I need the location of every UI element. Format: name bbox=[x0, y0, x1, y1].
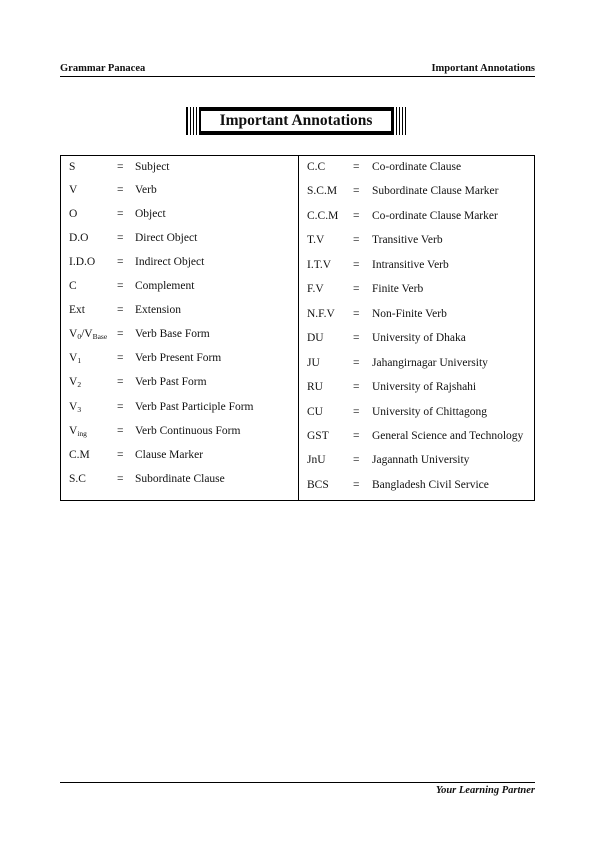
abbreviation-text: I.D.O bbox=[69, 256, 96, 268]
abbreviation-text: BCS bbox=[307, 479, 329, 491]
abbreviation-text: C bbox=[69, 280, 77, 292]
column-divider bbox=[298, 156, 299, 500]
annotation-abbreviation bbox=[69, 276, 77, 296]
annotation-abbreviation bbox=[307, 475, 329, 495]
section-title: Important Annotations bbox=[431, 63, 535, 74]
abbreviation-text: /V bbox=[81, 328, 93, 340]
annotation-abbreviation bbox=[69, 469, 86, 489]
page-header bbox=[60, 63, 535, 77]
equals-sign: = bbox=[353, 479, 360, 491]
footer-rule bbox=[60, 782, 535, 783]
abbreviation-text: V bbox=[69, 352, 78, 364]
equals-sign: = bbox=[117, 328, 124, 340]
equals-sign: = bbox=[353, 430, 360, 442]
abbreviation-text: CU bbox=[307, 406, 323, 418]
abbreviation-text: C.C bbox=[307, 161, 326, 173]
annotation-abbreviation bbox=[307, 402, 323, 422]
equals-sign: = bbox=[117, 304, 124, 316]
annotation-meaning: Subject bbox=[135, 161, 170, 173]
equals-sign: = bbox=[117, 208, 124, 220]
annotation-meaning: Verb Past Participle Form bbox=[135, 401, 254, 413]
equals-sign: = bbox=[353, 210, 360, 222]
abbreviation-text: RU bbox=[307, 381, 323, 393]
annotation-abbreviation bbox=[69, 204, 77, 224]
annotation-meaning: Object bbox=[135, 208, 166, 220]
annotation-abbreviation bbox=[307, 181, 337, 201]
book-title: Grammar Panacea bbox=[60, 63, 146, 74]
annotation-abbreviation bbox=[69, 157, 75, 177]
equals-sign: = bbox=[353, 454, 360, 466]
annotation-abbreviation bbox=[307, 353, 320, 373]
annotation-abbreviation bbox=[307, 279, 324, 299]
banner-left-edge bbox=[187, 107, 199, 135]
equals-sign: = bbox=[353, 381, 360, 393]
annotation-meaning: Transitive Verb bbox=[372, 234, 443, 246]
equals-sign: = bbox=[353, 185, 360, 197]
annotation-meaning: Bangladesh Civil Service bbox=[372, 479, 489, 491]
equals-sign: = bbox=[117, 401, 124, 413]
annotation-meaning: Clause Marker bbox=[135, 449, 204, 461]
annotation-abbreviation bbox=[69, 445, 90, 465]
abbreviation-subscript: ing bbox=[77, 429, 87, 438]
annotation-meaning: Direct Object bbox=[135, 232, 198, 244]
annotation-meaning: Co-ordinate Clause bbox=[372, 161, 462, 173]
abbreviation-text: V bbox=[69, 425, 78, 437]
abbreviation-subscript: 3 bbox=[77, 405, 82, 414]
annotation-abbreviation bbox=[307, 450, 326, 470]
annotations-table bbox=[60, 155, 535, 501]
equals-sign: = bbox=[353, 332, 360, 344]
header-rule bbox=[60, 76, 535, 77]
abbreviation-text: N.F.V bbox=[307, 308, 335, 320]
annotation-abbreviation bbox=[307, 255, 331, 275]
annotation-meaning: University of Chittagong bbox=[372, 406, 487, 418]
equals-sign: = bbox=[353, 283, 360, 295]
abbreviation-text: JU bbox=[307, 357, 320, 369]
annotation-meaning: University of Rajshahi bbox=[372, 381, 477, 393]
abbreviation-text: C.M bbox=[69, 449, 90, 461]
annotation-meaning: Verb Present Form bbox=[135, 352, 222, 364]
abbreviation-text: S.C.M bbox=[307, 185, 338, 197]
annotation-abbreviation bbox=[307, 377, 323, 397]
equals-sign: = bbox=[353, 357, 360, 369]
annotation-meaning: Complement bbox=[135, 280, 195, 292]
abbreviation-subscript: Base bbox=[92, 332, 108, 341]
annotation-meaning: Intransitive Verb bbox=[372, 259, 449, 271]
annotation-abbreviation bbox=[69, 397, 81, 420]
equals-sign: = bbox=[353, 161, 360, 173]
annotation-meaning: Non-Finite Verb bbox=[372, 308, 447, 320]
annotation-meaning: Extension bbox=[135, 304, 181, 316]
abbreviation-subscript: 2 bbox=[77, 380, 82, 389]
abbreviation-text: V bbox=[69, 401, 78, 413]
equals-sign: = bbox=[353, 259, 360, 271]
annotation-meaning: Verb Continuous Form bbox=[135, 425, 241, 437]
annotation-abbreviation bbox=[69, 300, 85, 320]
annotation-meaning: Indirect Object bbox=[135, 256, 205, 268]
banner-right-edge bbox=[393, 107, 405, 135]
annotation-meaning: Subordinate Clause bbox=[135, 473, 225, 485]
abbreviation-text: S.C bbox=[69, 473, 86, 485]
abbreviation-text: I.T.V bbox=[307, 259, 332, 271]
equals-sign: = bbox=[353, 234, 360, 246]
annotation-meaning: Finite Verb bbox=[372, 283, 424, 295]
annotation-meaning: Verb Base Form bbox=[135, 328, 210, 340]
equals-sign: = bbox=[117, 376, 124, 388]
abbreviation-subscript: 0 bbox=[77, 332, 82, 341]
annotation-abbreviation bbox=[307, 206, 338, 226]
annotation-abbreviation bbox=[69, 372, 81, 395]
annotation-meaning: Jahangirnagar University bbox=[372, 357, 488, 369]
equals-sign: = bbox=[117, 449, 124, 461]
annotation-abbreviation bbox=[307, 230, 324, 250]
abbreviation-text: D.O bbox=[69, 232, 89, 244]
abbreviation-text: GST bbox=[307, 430, 329, 442]
annotation-abbreviation bbox=[69, 324, 107, 347]
annotation-abbreviation bbox=[307, 304, 335, 324]
equals-sign: = bbox=[117, 256, 124, 268]
annotation-meaning: Subordinate Clause Marker bbox=[372, 185, 499, 197]
equals-sign: = bbox=[117, 184, 124, 196]
equals-sign: = bbox=[117, 232, 124, 244]
annotation-abbreviation bbox=[69, 421, 87, 444]
annotation-abbreviation bbox=[307, 328, 324, 348]
annotation-abbreviation bbox=[69, 252, 95, 272]
equals-sign: = bbox=[117, 280, 124, 292]
page-footer: Your Learning Partner bbox=[435, 785, 535, 796]
abbreviation-text: V bbox=[69, 184, 78, 196]
equals-sign: = bbox=[353, 308, 360, 320]
annotation-meaning: University of Dhaka bbox=[372, 332, 466, 344]
abbreviation-text: V bbox=[69, 376, 78, 388]
annotation-meaning: Verb Past Form bbox=[135, 376, 207, 388]
annotation-meaning: Co-ordinate Clause Marker bbox=[372, 210, 498, 222]
abbreviation-text: Ext bbox=[69, 304, 85, 316]
annotation-abbreviation bbox=[69, 348, 81, 371]
abbreviation-text: O bbox=[69, 208, 78, 220]
abbreviation-text: T.V bbox=[307, 234, 325, 246]
abbreviation-text: S bbox=[69, 161, 76, 173]
abbreviation-subscript: 1 bbox=[77, 356, 82, 365]
annotation-meaning: Jagannath University bbox=[372, 454, 470, 466]
abbreviation-text: C.C.M bbox=[307, 210, 339, 222]
annotation-meaning: Verb bbox=[135, 184, 157, 196]
abbreviation-text: JnU bbox=[307, 454, 326, 466]
title-banner bbox=[186, 107, 406, 135]
equals-sign: = bbox=[353, 406, 360, 418]
annotation-abbreviation bbox=[307, 157, 325, 177]
annotation-meaning: General Science and Technology bbox=[372, 430, 524, 442]
equals-sign: = bbox=[117, 352, 124, 364]
equals-sign: = bbox=[117, 161, 124, 173]
annotation-abbreviation bbox=[69, 180, 77, 200]
annotation-abbreviation bbox=[69, 228, 89, 248]
equals-sign: = bbox=[117, 473, 124, 485]
annotation-abbreviation bbox=[307, 426, 329, 446]
page-title: Important Annotations bbox=[200, 110, 392, 132]
abbreviation-text: V bbox=[69, 328, 78, 340]
abbreviation-text: DU bbox=[307, 332, 324, 344]
equals-sign: = bbox=[117, 425, 124, 437]
abbreviation-text: F.V bbox=[307, 283, 324, 295]
